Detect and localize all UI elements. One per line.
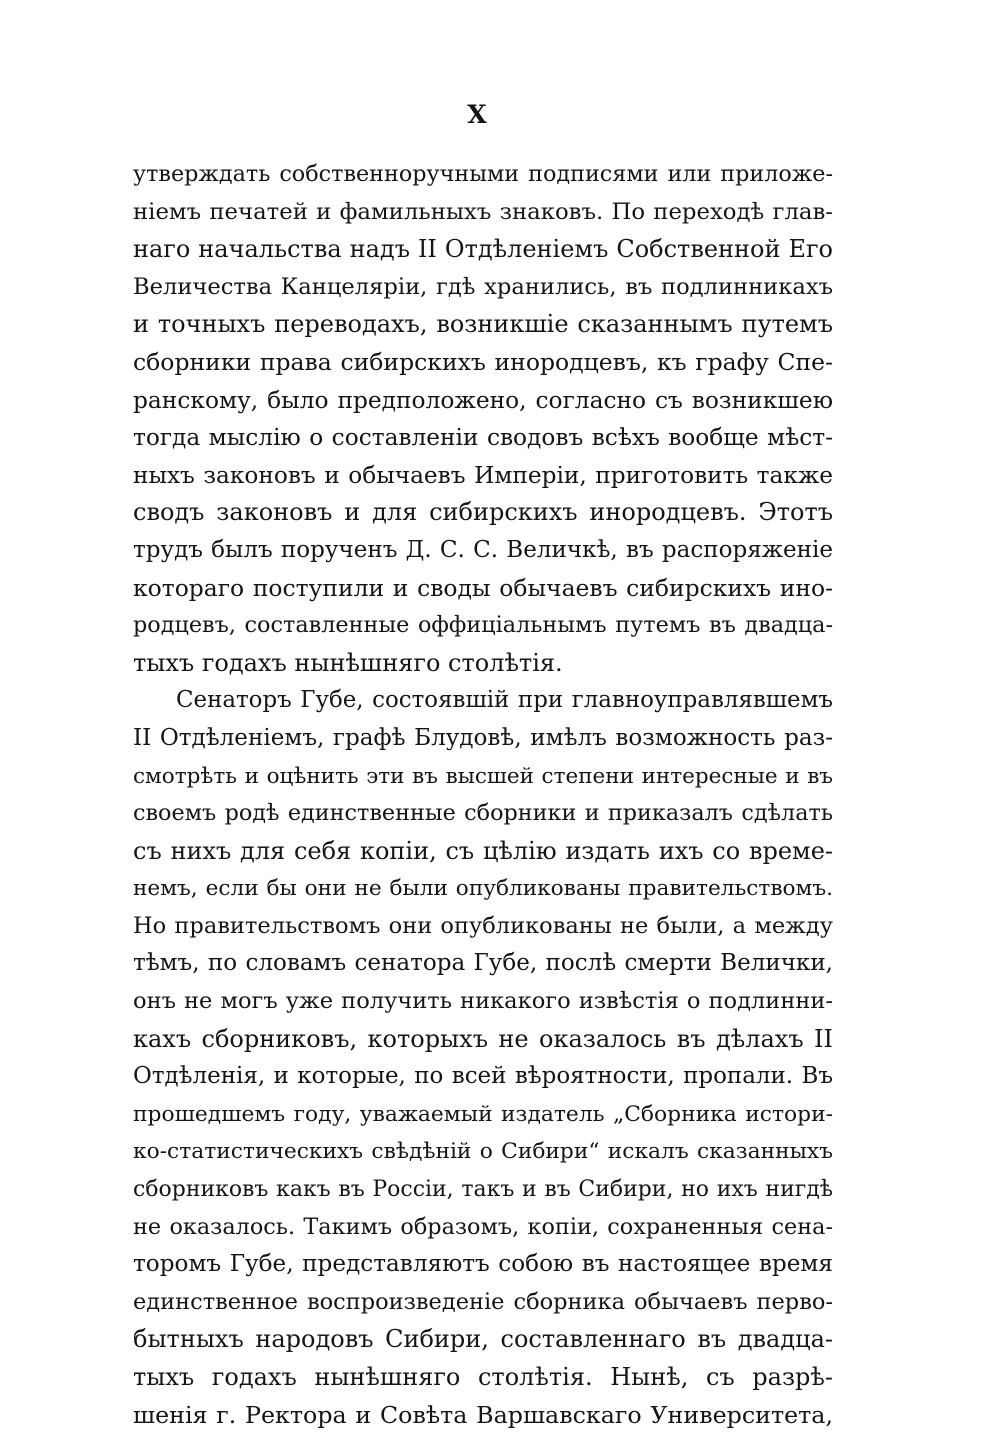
text-line: ко-статистическихъ свѣдѣній о Сибири“ искалъ сказанныхъ <box>133 1139 833 1165</box>
paragraph-1 <box>133 156 833 682</box>
text-line: сборниковъ какъ въ Россіи, такъ и въ Сибири, но ихъ нигдѣ <box>133 1177 833 1203</box>
text-line: трудъ былъ порученъ Д. С. С. Величкѣ, въ распоряженіе <box>133 536 833 563</box>
text-line: единственное воспроизведеніе сборника обычаевъ перво- <box>133 1288 833 1315</box>
text-line: тыхъ годахъ нынѣшняго столѣтія. Нынѣ, съ разрѣ- <box>133 1363 833 1391</box>
text-line: прошедшемъ году, уважаемый издатель „Сборника истори- <box>133 1101 833 1127</box>
body-text <box>133 156 833 1434</box>
text-line: сводъ законовъ и для сибирскихъ инородцевъ. Этотъ <box>133 498 833 527</box>
text-line: немъ, если бы они не были опубликованы правительствомъ. <box>133 876 833 902</box>
text-line: тогда мыслію о составленіи сводовъ всѣхъ вообще мѣст- <box>133 424 833 452</box>
text-line: тыхъ годахъ нынѣшняго столѣтія. <box>133 648 563 677</box>
text-line: сборники права сибирскихъ инородцевъ, къ графу Спе- <box>133 347 833 376</box>
text-line: ранскому, было предположено, согласно съ возникшею <box>133 386 833 414</box>
text-line: Сенаторъ Губе, состоявшій при главноуправлявшемъ <box>176 687 833 714</box>
text-line: родцевъ, составленные оффиціальнымъ путемъ въ двадца- <box>133 612 833 639</box>
text-line: шенія г. Ректора и Совѣта Варшавскаго Университета, <box>133 1400 833 1429</box>
text-line: Величества Канцеляріи, гдѣ хранились, въ подлинникахъ <box>133 273 833 300</box>
text-line: своемъ родѣ единственные сборники и приказалъ сдѣлать <box>133 800 833 827</box>
text-line: ніемъ печатей и фамильныхъ знаковъ. По переходѣ глав- <box>133 198 833 225</box>
text-line: II Отдѣленіемъ, графѣ Блудовѣ, имѣлъ возможность раз- <box>133 724 833 751</box>
paragraph-2 <box>133 682 833 1434</box>
text-line: наго начальства надъ II Отдѣленіемъ Собственной Его <box>133 235 833 264</box>
text-line: ныхъ законовъ и обычаевъ Имперіи, приготовить также <box>133 461 833 489</box>
text-line: тѣмъ, по словамъ сенатора Губе, послѣ смерти Велички, <box>133 950 833 977</box>
text-line: котораго поступили и своды обычаевъ сибирскихъ ино- <box>133 573 833 602</box>
text-line: и точныхъ переводахъ, возникшіе сказаннымъ путемъ <box>133 310 833 339</box>
text-line: торомъ Губе, представляютъ собою въ настоящее время <box>133 1251 833 1278</box>
text-line: онъ не могъ уже получить никакого извѣстія о подлинни- <box>133 988 833 1015</box>
text-line: смотрѣть и оцѣнить эти въ высшей степени интересные и въ <box>133 763 833 789</box>
text-line: утверждать собственноручными подписями или приложе- <box>133 161 833 187</box>
text-line: кахъ сборниковъ, которыхъ не оказалось въ дѣлахъ II <box>133 1024 833 1053</box>
text-line: Отдѣленія, и которые, по всей вѣроятности, пропали. Въ <box>133 1063 833 1090</box>
text-line: не оказалось. Такимъ образомъ, копіи, сохраненныя сена- <box>133 1213 833 1240</box>
page-number: X <box>467 100 488 129</box>
text-line: бытныхъ народовъ Сибири, составленнаго въ двадца- <box>133 1325 833 1354</box>
text-line: съ нихъ для себя копіи, съ цѣлію издать ихъ со време- <box>133 836 833 865</box>
text-line: Но правительствомъ они опубликованы не были, а между <box>133 912 833 939</box>
